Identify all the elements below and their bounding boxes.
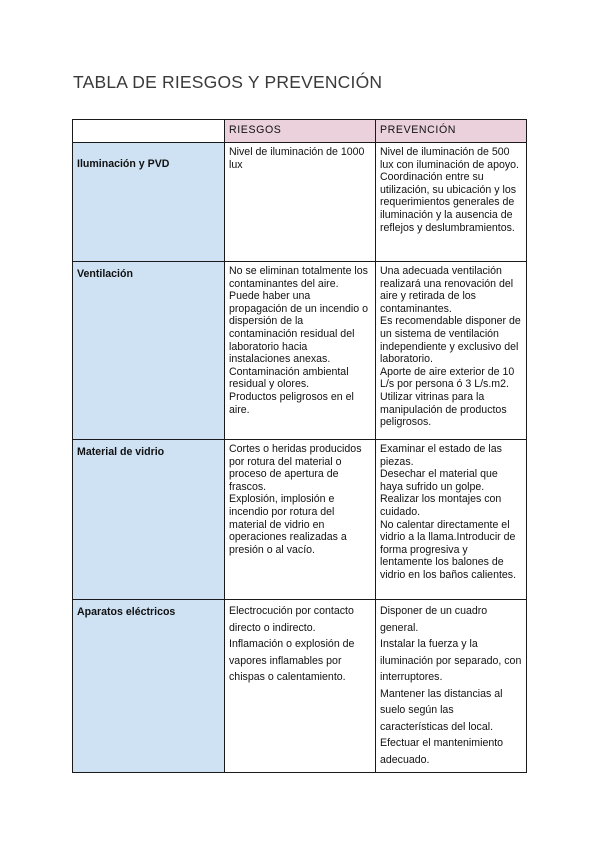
table-row [73, 262, 527, 440]
prevencion-cell [376, 600, 527, 773]
riesgo-item: Explosión, implosión e incendio por rotura del material de vidrio en operaciones realizadas a presión o al vacío. [229, 493, 347, 556]
table-row [73, 143, 527, 262]
prevencion-item: Aporte de aire exterior de 10 L/s por persona ó 3 L/s.m2. [380, 365, 515, 391]
riesgo-item: Inflamación o explosión de vapores inflamables por chispas o calentamiento. [229, 638, 355, 683]
category-label: Iluminación y PVD [77, 158, 170, 170]
prevencion-item: Coordinación entre su utilización, su ubicación y los requerimientos generales de iluminación y la ausencia de reflejos y deslumbramientos. [380, 171, 517, 234]
prevencion-cell [376, 143, 527, 262]
category-label: Ventilación [77, 268, 133, 280]
riesgo-item: Puede haber una propagación de un incendio o dispersión de la contaminación residual del laboratorio hacia instalaciones anexas. [229, 290, 369, 366]
prevencion-item: Realizar los montajes con cuidado. [380, 493, 502, 518]
prevencion-cell [376, 440, 527, 600]
prevencion-cell [376, 262, 527, 440]
prevencion-item: No calentar directamente el vidrio a la llama.Introducir de forma progresiva y lentamente los balones de vidrio en los baños calientes. [380, 518, 517, 581]
prevencion-item: Es recomendable disponer de un sistema de ventilación independiente y exclusivo del laboratorio. [380, 315, 521, 366]
riesgo-item: Nivel de iluminación de 1000 lux [229, 146, 365, 171]
header-prevencion: PREVENCIÓN [376, 120, 527, 143]
category-label: Material de vidrio [77, 446, 165, 458]
table-row [73, 440, 527, 600]
category-cell [73, 600, 225, 773]
table-header-row [73, 120, 527, 143]
risk-prevention-table [72, 119, 527, 773]
riesgo-item: Productos peligrosos en el aire. [229, 390, 354, 416]
prevencion-item: Una adecuada ventilación realizará una renovación del aire y retirada de los contaminantes. [380, 265, 514, 315]
riesgo-item: Cortes o heridas producidos por rotura del material o proceso de apertura de frascos. [229, 443, 362, 493]
riesgo-item: No se eliminan totalmente los contaminantes del aire. [229, 265, 368, 290]
riesgos-cell [225, 600, 376, 773]
prevencion-item: Disponer de un cuadro general. [380, 605, 488, 634]
prevencion-item: Efectuar el mantenimiento adecuado. [380, 737, 504, 766]
category-cell [73, 143, 225, 262]
prevencion-item: Examinar el estado de las piezas. [380, 443, 502, 468]
page-title: TABLA DE RIESGOS Y PREVENCIÓN [73, 72, 383, 92]
prevencion-item: Mantener las distancias al suelo según las características del local. [380, 687, 503, 733]
prevencion-item: Nivel de iluminación de 500 lux con iluminación de apoyo. [380, 146, 519, 171]
riesgos-cell [225, 440, 376, 600]
riesgo-item: Contaminación ambiental residual y olores. [229, 365, 349, 391]
category-cell [73, 440, 225, 600]
category-cell [73, 262, 225, 440]
table-row [73, 600, 527, 773]
prevencion-item: Instalar la fuerza y la iluminación por separado, con interruptores. [380, 638, 522, 683]
prevencion-item: Desechar el material que haya sufrido un golpe. [380, 468, 498, 493]
riesgos-cell [225, 143, 376, 262]
riesgos-cell [225, 262, 376, 440]
category-label: Aparatos eléctricos [77, 606, 176, 618]
riesgo-item: Electrocución por contacto directo o indirecto. [229, 605, 354, 634]
prevencion-item: Utilizar vitrinas para la manipulación de productos peligrosos. [380, 390, 507, 429]
header-riesgos: RIESGOS [225, 120, 376, 143]
header-empty-cell [73, 120, 225, 143]
